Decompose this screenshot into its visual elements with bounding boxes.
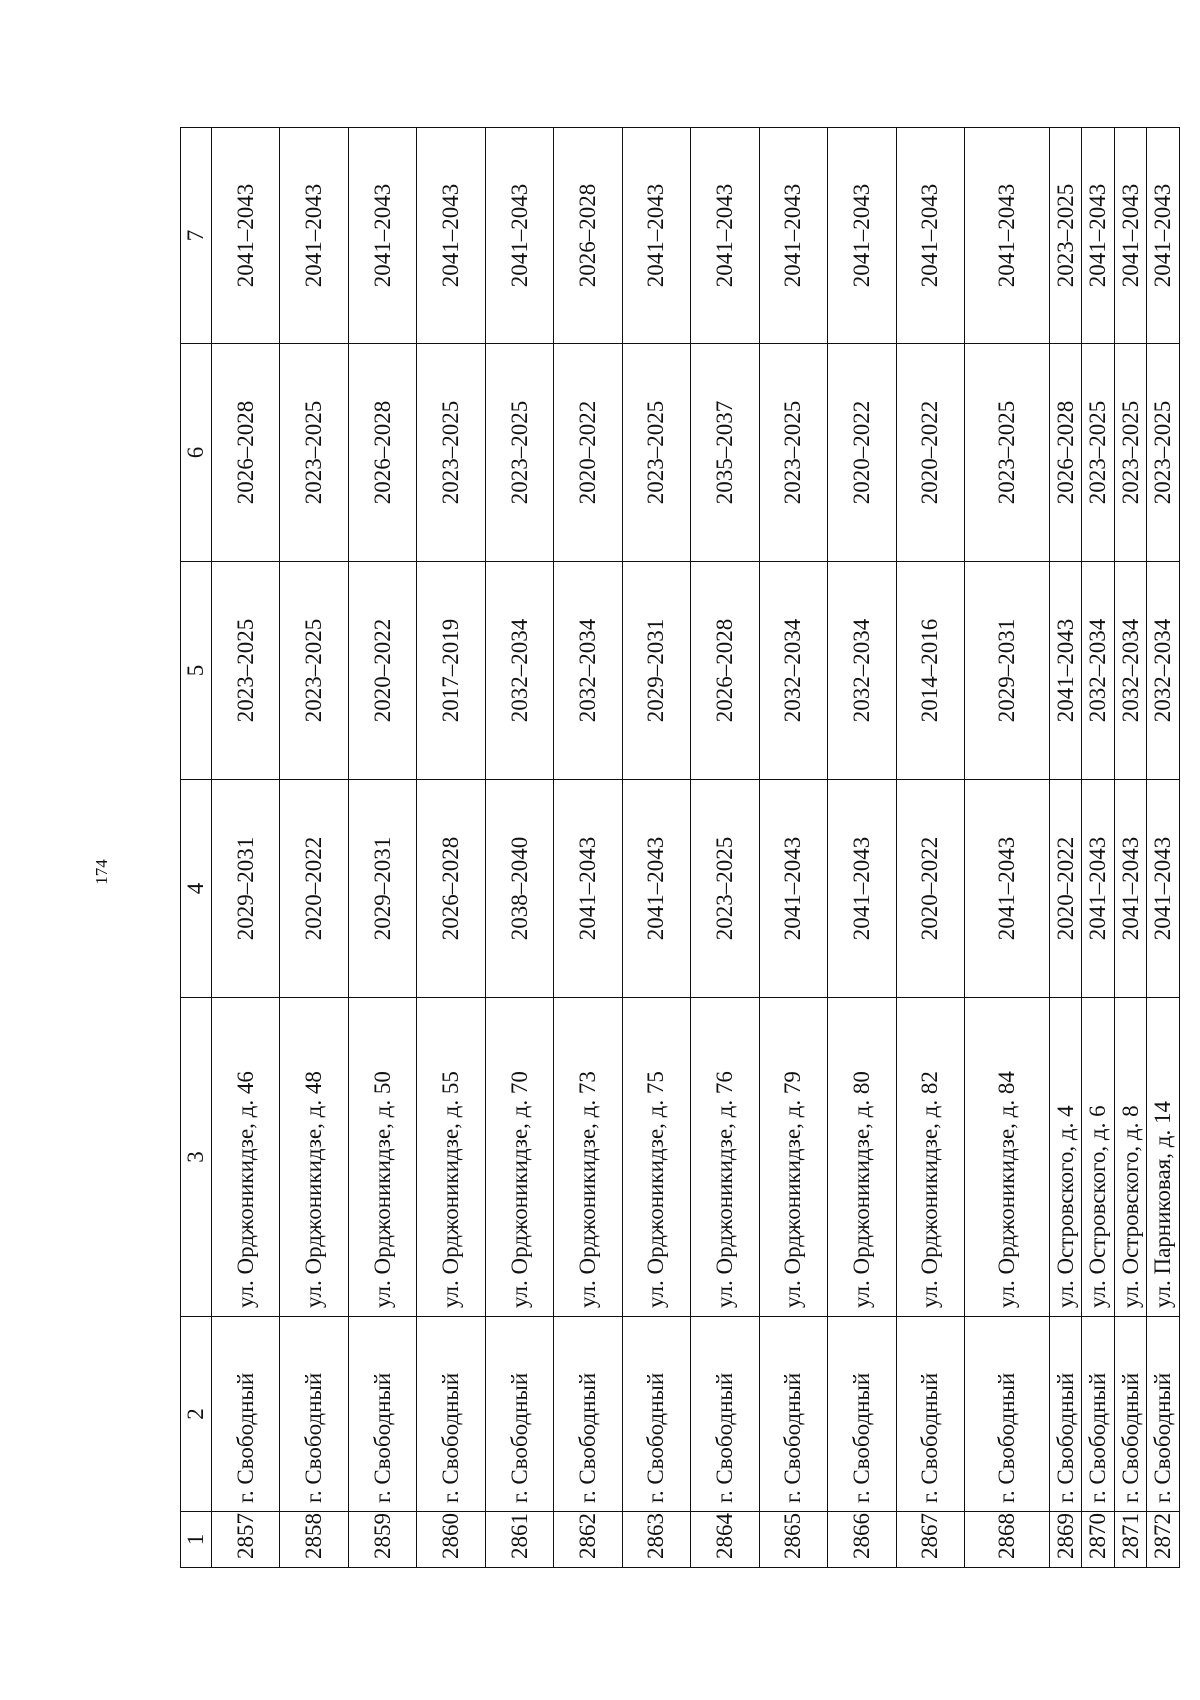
period-col7: 2041–2043 bbox=[828, 128, 896, 344]
schedule-table bbox=[180, 127, 1180, 1568]
table-row bbox=[1114, 128, 1146, 1568]
period-col4: 2020–2022 bbox=[280, 780, 348, 998]
period-col7: 2041–2043 bbox=[485, 128, 553, 344]
address-cell: ул. Орджоникидзе, д. 50 bbox=[348, 998, 416, 1317]
period-col7: 2041–2043 bbox=[417, 128, 485, 344]
table-row bbox=[280, 128, 348, 1568]
row-number: 2862 bbox=[554, 1512, 622, 1568]
period-col4: 2026–2028 bbox=[417, 780, 485, 998]
address-cell: ул. Орджоникидзе, д. 48 bbox=[280, 998, 348, 1317]
period-col5: 2032–2034 bbox=[485, 562, 553, 780]
row-number: 2866 bbox=[828, 1512, 896, 1568]
period-col5: 2014–2016 bbox=[896, 562, 964, 780]
period-col5: 2032–2034 bbox=[1114, 562, 1146, 780]
period-col6: 2020–2022 bbox=[828, 344, 896, 562]
period-col5: 2026–2028 bbox=[691, 562, 759, 780]
city-cell: г. Свободный bbox=[348, 1317, 416, 1512]
period-col6: 2035–2037 bbox=[691, 344, 759, 562]
period-col7: 2026–2028 bbox=[554, 128, 622, 344]
address-cell: ул. Орджоникидзе, д. 75 bbox=[622, 998, 690, 1317]
period-col4: 2041–2043 bbox=[759, 780, 827, 998]
address-cell: ул. Орджоникидзе, д. 82 bbox=[896, 998, 964, 1317]
city-cell: г. Свободный bbox=[896, 1317, 964, 1512]
period-col6: 2026–2028 bbox=[348, 344, 416, 562]
period-col5: 2023–2025 bbox=[280, 562, 348, 780]
address-cell: ул. Орджоникидзе, д. 73 bbox=[554, 998, 622, 1317]
period-col4: 2029–2031 bbox=[212, 780, 280, 998]
address-cell: ул. Орджоникидзе, д. 46 bbox=[212, 998, 280, 1317]
period-col7: 2041–2043 bbox=[212, 128, 280, 344]
period-col6: 2023–2025 bbox=[280, 344, 348, 562]
column-header: 7 bbox=[181, 128, 212, 344]
address-cell: ул. Орджоникидзе, д. 80 bbox=[828, 998, 896, 1317]
period-col4: 2041–2043 bbox=[828, 780, 896, 998]
row-number: 2867 bbox=[896, 1512, 964, 1568]
header-row bbox=[181, 128, 212, 1568]
row-number: 2857 bbox=[212, 1512, 280, 1568]
row-number: 2858 bbox=[280, 1512, 348, 1568]
period-col4: 2023–2025 bbox=[691, 780, 759, 998]
period-col7: 2041–2043 bbox=[896, 128, 964, 344]
table-row bbox=[1082, 128, 1114, 1568]
period-col5: 2032–2034 bbox=[554, 562, 622, 780]
row-number: 2864 bbox=[691, 1512, 759, 1568]
period-col6: 2020–2022 bbox=[896, 344, 964, 562]
period-col5: 2017–2019 bbox=[417, 562, 485, 780]
column-header: 5 bbox=[181, 562, 212, 780]
row-number: 2861 bbox=[485, 1512, 553, 1568]
address-cell: ул. Островского, д. 4 bbox=[1049, 998, 1081, 1317]
period-col5: 2032–2034 bbox=[1147, 562, 1180, 780]
period-col7: 2041–2043 bbox=[622, 128, 690, 344]
period-col6: 2026–2028 bbox=[1049, 344, 1081, 562]
period-col7: 2023–2025 bbox=[1049, 128, 1081, 344]
period-col4: 2029–2031 bbox=[348, 780, 416, 998]
period-col7: 2041–2043 bbox=[1114, 128, 1146, 344]
address-cell: ул. Орджоникидзе, д. 79 bbox=[759, 998, 827, 1317]
table-row bbox=[965, 128, 1050, 1568]
period-col7: 2041–2043 bbox=[965, 128, 1050, 344]
table-row bbox=[896, 128, 964, 1568]
period-col5: 2041–2043 bbox=[1049, 562, 1081, 780]
period-col6: 2023–2025 bbox=[965, 344, 1050, 562]
table-container bbox=[180, 128, 1180, 1568]
period-col7: 2041–2043 bbox=[348, 128, 416, 344]
column-header: 2 bbox=[181, 1317, 212, 1512]
table-row bbox=[348, 128, 416, 1568]
period-col6: 2023–2025 bbox=[485, 344, 553, 562]
row-number: 2863 bbox=[622, 1512, 690, 1568]
city-cell: г. Свободный bbox=[485, 1317, 553, 1512]
address-cell: ул. Орджоникидзе, д. 84 bbox=[965, 998, 1050, 1317]
city-cell: г. Свободный bbox=[691, 1317, 759, 1512]
period-col6: 2023–2025 bbox=[1147, 344, 1180, 562]
period-col5: 2023–2025 bbox=[212, 562, 280, 780]
period-col5: 2029–2031 bbox=[622, 562, 690, 780]
row-number: 2869 bbox=[1049, 1512, 1081, 1568]
period-col4: 2041–2043 bbox=[1082, 780, 1114, 998]
table-row bbox=[485, 128, 553, 1568]
table-row bbox=[212, 128, 280, 1568]
row-number: 2860 bbox=[417, 1512, 485, 1568]
city-cell: г. Свободный bbox=[417, 1317, 485, 1512]
column-header: 3 bbox=[181, 998, 212, 1317]
city-cell: г. Свободный bbox=[1147, 1317, 1180, 1512]
city-cell: г. Свободный bbox=[280, 1317, 348, 1512]
period-col7: 2041–2043 bbox=[280, 128, 348, 344]
period-col5: 2032–2034 bbox=[759, 562, 827, 780]
table-row bbox=[691, 128, 759, 1568]
period-col7: 2041–2043 bbox=[759, 128, 827, 344]
period-col5: 2020–2022 bbox=[348, 562, 416, 780]
address-cell: ул. Орджоникидзе, д. 70 bbox=[485, 998, 553, 1317]
table-row bbox=[759, 128, 827, 1568]
city-cell: г. Свободный bbox=[1114, 1317, 1146, 1512]
table-row bbox=[828, 128, 896, 1568]
period-col6: 2020–2022 bbox=[554, 344, 622, 562]
city-cell: г. Свободный bbox=[212, 1317, 280, 1512]
address-cell: ул. Островского, д. 8 bbox=[1114, 998, 1146, 1317]
column-header: 4 bbox=[181, 780, 212, 998]
table-row bbox=[417, 128, 485, 1568]
address-cell: ул. Орджоникидзе, д. 55 bbox=[417, 998, 485, 1317]
address-cell: ул. Орджоникидзе, д. 76 bbox=[691, 998, 759, 1317]
city-cell: г. Свободный bbox=[828, 1317, 896, 1512]
period-col7: 2041–2043 bbox=[691, 128, 759, 344]
period-col4: 2041–2043 bbox=[1114, 780, 1146, 998]
period-col4: 2041–2043 bbox=[1147, 780, 1180, 998]
period-col6: 2023–2025 bbox=[622, 344, 690, 562]
period-col5: 2029–2031 bbox=[965, 562, 1050, 780]
city-cell: г. Свободный bbox=[554, 1317, 622, 1512]
period-col6: 2023–2025 bbox=[1082, 344, 1114, 562]
column-header: 6 bbox=[181, 344, 212, 562]
period-col4: 2041–2043 bbox=[965, 780, 1050, 998]
period-col6: 2023–2025 bbox=[417, 344, 485, 562]
address-cell: ул. Парниковая, д. 14 bbox=[1147, 998, 1180, 1317]
row-number: 2859 bbox=[348, 1512, 416, 1568]
period-col4: 2041–2043 bbox=[554, 780, 622, 998]
period-col7: 2041–2043 bbox=[1147, 128, 1180, 344]
city-cell: г. Свободный bbox=[622, 1317, 690, 1512]
city-cell: г. Свободный bbox=[1082, 1317, 1114, 1512]
row-number: 2872 bbox=[1147, 1512, 1180, 1568]
row-number: 2870 bbox=[1082, 1512, 1114, 1568]
period-col6: 2023–2025 bbox=[1114, 344, 1146, 562]
period-col6: 2023–2025 bbox=[759, 344, 827, 562]
period-col5: 2032–2034 bbox=[1082, 562, 1114, 780]
page-number: 174 bbox=[92, 859, 111, 885]
table-row bbox=[554, 128, 622, 1568]
row-number: 2865 bbox=[759, 1512, 827, 1568]
period-col4: 2020–2022 bbox=[1049, 780, 1081, 998]
table-row bbox=[1049, 128, 1081, 1568]
city-cell: г. Свободный bbox=[965, 1317, 1050, 1512]
period-col4: 2041–2043 bbox=[622, 780, 690, 998]
city-cell: г. Свободный bbox=[1049, 1317, 1081, 1512]
period-col4: 2020–2022 bbox=[896, 780, 964, 998]
period-col7: 2041–2043 bbox=[1082, 128, 1114, 344]
period-col6: 2026–2028 bbox=[212, 344, 280, 562]
city-cell: г. Свободный bbox=[759, 1317, 827, 1512]
column-header: 1 bbox=[181, 1512, 212, 1568]
address-cell: ул. Островского, д. 6 bbox=[1082, 998, 1114, 1317]
row-number: 2871 bbox=[1114, 1512, 1146, 1568]
period-col4: 2038–2040 bbox=[485, 780, 553, 998]
row-number: 2868 bbox=[965, 1512, 1050, 1568]
period-col5: 2032–2034 bbox=[828, 562, 896, 780]
table-row bbox=[622, 128, 690, 1568]
table-row bbox=[1147, 128, 1180, 1568]
